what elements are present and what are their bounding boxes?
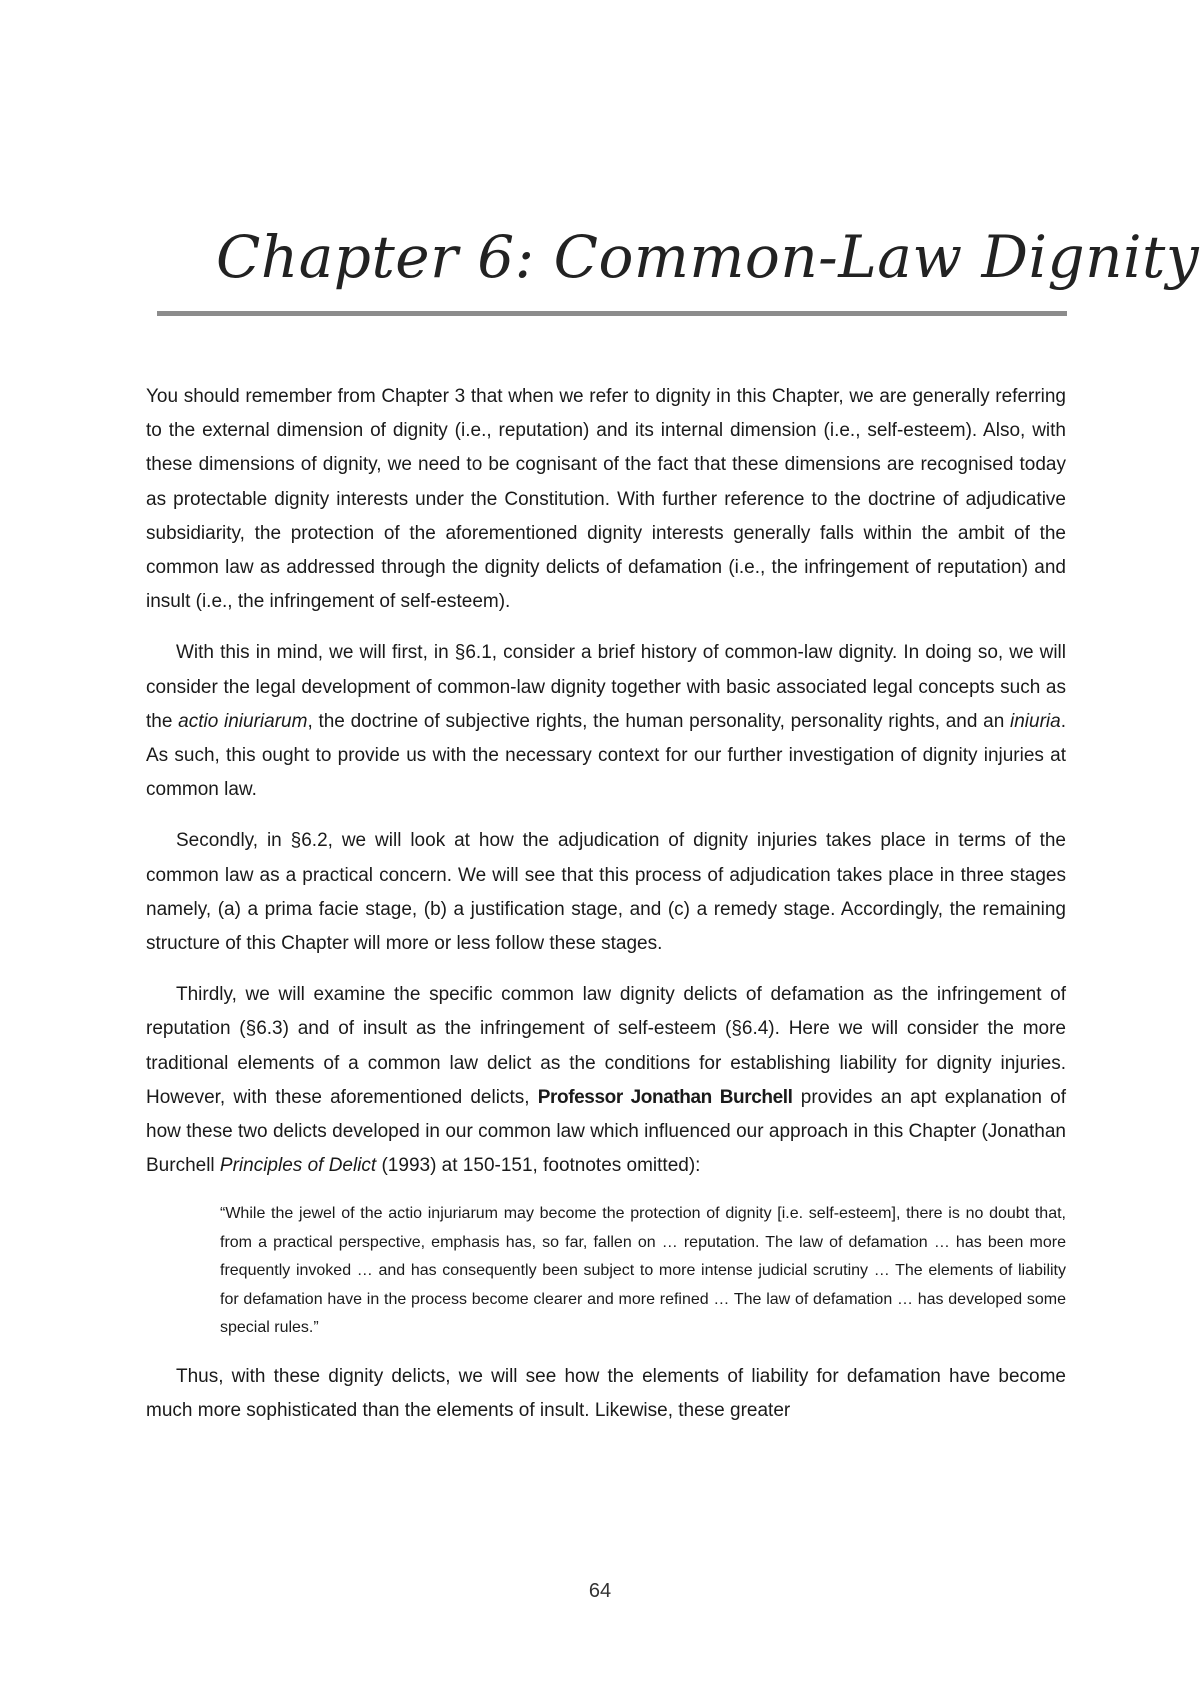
paragraph-text: (1993) at 150-151, footnotes omitted): (376, 1155, 701, 1177)
paragraph-adjudication: Secondly, in §6.2, we will look at how the adjudication of dignity injuries takes place in terms of the common law as a practical concern. We will see that this process of adjudication takes place in three stages namely, (a) a prima facie stage, (b) a justification stage, and (c) a remedy stage. Accordingly, the remaining structure of this Chapter will more or less follow these stages. (146, 830, 1066, 955)
paragraph-text: , the doctrine of subjective rights, the human personality, personality rights, and an (307, 710, 1011, 732)
paragraph-text: provides an apt explanation of how these two delicts developed in our common law which influenced our approach in this Chapter (Jonathan Burchell (146, 1086, 1067, 1177)
paragraph-text: . As such, this ought to provide us with the necessary context for our further investigation of dignity injuries at common law. (146, 710, 1066, 801)
chapter-body (146, 380, 1066, 1428)
paragraph-history (146, 636, 1066, 807)
latin-term-actio: actio iniuriarum (178, 710, 308, 732)
latin-term-iniuria: iniuria (1010, 710, 1061, 732)
paragraph-delicts (146, 978, 1066, 1183)
paragraph-text: With this in mind, we will first, in §6.1, consider a brief history of common-law dignity. In doing so, we will consider the legal development of common-law dignity together with basic associated legal concepts such as the (146, 642, 1066, 732)
block-quote: “While the jewel of the actio injuriarum may become the protection of dignity [i.e. self-esteem], there is no doubt that, from a practical perspective, emphasis has, so far, fallen on … reputation. The law of defamation … has been more frequently invoked … and has consequently been subject to more intense judicial scrutiny … The elements of liability for defamation have in the process become clearer and more refined … The law of defamation … has developed some special rules.” (220, 1205, 1066, 1337)
paragraph-text: Thirdly, we will examine the specific common law dignity delicts of defamation as the infringement of reputation (§6.3) and of insult as the infringement of self-esteem (§6.4). Here we will consider the more traditional elements of a common law delict as the conditions for establishing liability for dignity injuries. However, with these aforementioned delicts, (146, 984, 1066, 1108)
paragraph-intro: You should remember from Chapter 3 that when we refer to dignity in this Chapter, we are generally referring to the external dimension of dignity (i.e., reputation) and its internal dimension (i.e., self-esteem). Also, with these dimensions of dignity, we need to be cognisant of the fact that these dimensions are recognised today as protectable dignity interests under the Constitution. With further reference to the doctrine of adjudicative subsidiarity, the protection of the aforementioned dignity interests generally falls within the ambit of the common law as addressed through the dignity delicts of defamation (i.e., the infringement of reputation) and insult (i.e., the infringement of self-esteem). (146, 386, 1066, 613)
book-title: Principles of Delict (219, 1155, 377, 1177)
paragraph-conclusion: Thus, with these dignity delicts, we will see how the elements of liability for defamation have become much more sophisticated than the elements of insult. Likewise, these greater (146, 1365, 1066, 1421)
title-underline (157, 311, 1067, 316)
page-number: 64 (588, 1580, 612, 1602)
author-name: Professor Jonathan Burchell (537, 1086, 793, 1108)
chapter-title: Chapter 6: Common-Law Dignity (216, 223, 1200, 291)
